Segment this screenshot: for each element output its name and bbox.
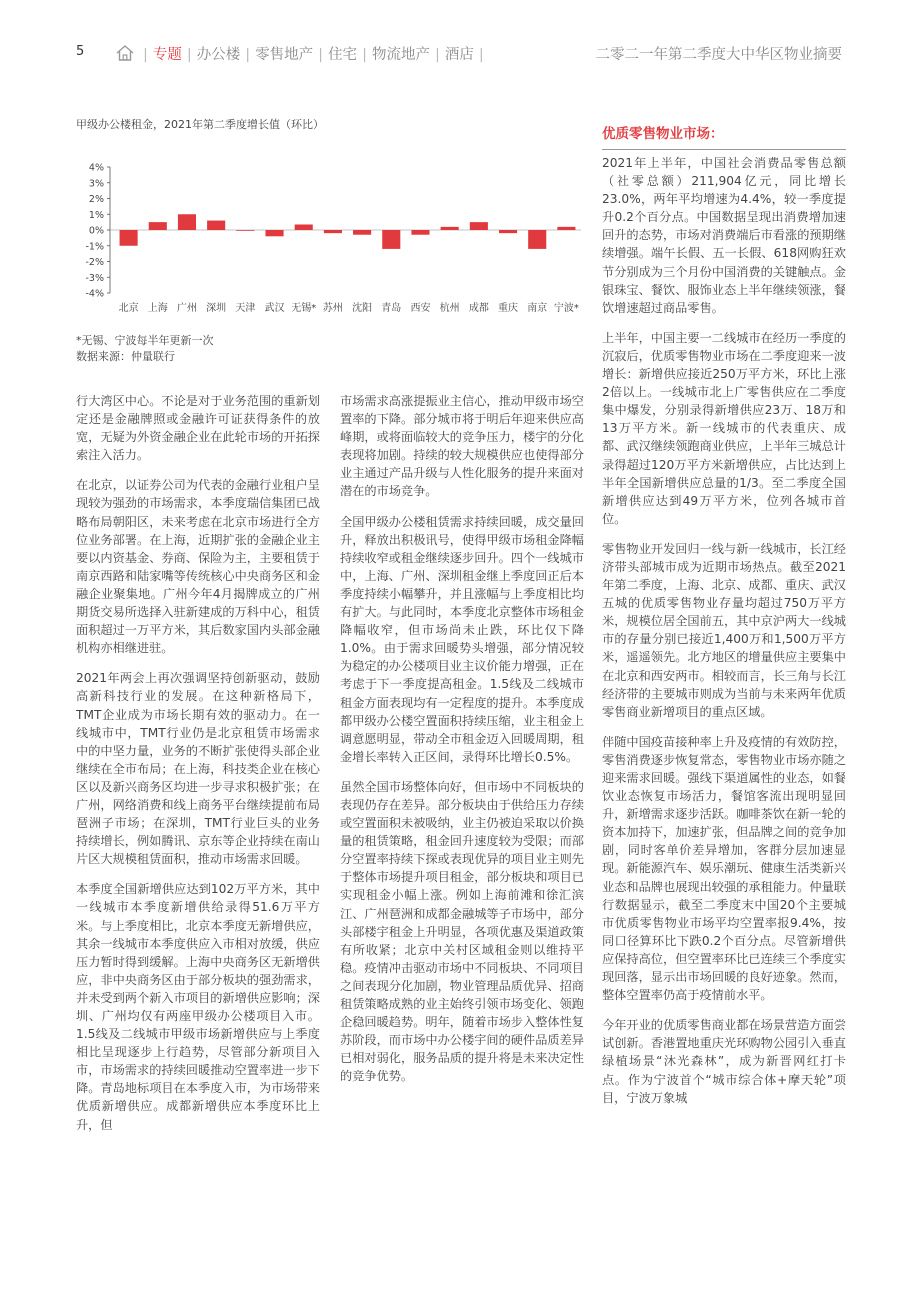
- x-tick-label: 宁波*: [553, 303, 579, 314]
- bar-沈阳: [353, 230, 371, 235]
- x-tick-label: 苏州: [322, 303, 343, 314]
- bar-成都: [470, 222, 488, 230]
- bar-宁波: [557, 227, 575, 230]
- x-tick-label: 成都: [468, 303, 489, 314]
- section-title-retail: 优质零售物业市场：: [602, 126, 724, 142]
- bar-苏州: [324, 230, 342, 233]
- page-number: 5: [76, 44, 85, 59]
- x-tick-label: 南京: [527, 303, 548, 314]
- y-tick-label: 0%: [88, 225, 104, 237]
- bar-上海: [149, 222, 167, 230]
- rent-growth-bar-chart: [76, 155, 586, 320]
- chart-notes: [76, 333, 214, 365]
- x-tick-label: 无锡*: [291, 303, 317, 314]
- page-header: [0, 0, 920, 63]
- x-tick-label: 广州: [176, 303, 197, 314]
- bar-杭州: [441, 227, 459, 230]
- bar-天津: [236, 230, 254, 231]
- y-tick-label: -1%: [85, 241, 104, 253]
- y-tick-label: -2%: [85, 257, 104, 268]
- x-tick-label: 重庆: [498, 303, 519, 314]
- x-tick-label: 沈阳: [352, 303, 373, 314]
- paragraph: 今年开业的优质零售商业都在场景营造方面尝试创新。香港置地重庆光环购物公园引入垂直绿植场景“沐光森林”，成为新晋网红打卡点。作为宁波首个“城市综合体+摩天轮”项目，宁波万象城: [602, 1018, 846, 1105]
- nav-item-special[interactable]: 专题: [152, 47, 182, 63]
- x-tick-label: 武汉: [264, 303, 285, 314]
- home-icon[interactable]: [116, 45, 134, 61]
- paragraph: 行大湾区中心。不论是对于业务范围的重新划定还是金融牌照或金融许可证获得条件的放宽，无疑为外资金融企业在此轮市场的开拓探索注入活力。: [76, 394, 320, 463]
- bar-武汉: [265, 230, 283, 236]
- y-tick-label: -4%: [85, 288, 104, 300]
- nav-item-logistics[interactable]: 物流地产: [371, 47, 430, 63]
- paragraph: 在北京，以证券公司为代表的金融行业租户呈现较为强劲的市场需求，本季度瑞信集团已战略布局朝阳区，未来考虑在北京市场进行全方位业务部署。在上海，近期扩张的金融企业主要以内资基金、券商、保险为主，主要租赁于南京西路和陆家嘴等传统核心中央商务区和金融企业聚集地。广州今年4月揭牌成立的广州期货交易所选择入驻新建成的万科中心，租赁面积超过一万平方米，其后数家国内头部金融机构亦相继进驻。: [76, 478, 320, 656]
- paragraph: 上半年，中国主要一二线城市在经历一季度的沉寂后，优质零售物业市场在二季度迎来一波增长：新增供应接近250万平方米，环比上涨2倍以上。一线城市北上广零售供应在二季度集中爆发，分别录得新增供应23万、18万和13万平方米。新一线城市的代表重庆、成都、武汉继续领跑商业供应，上半年三城总计录得超过120万平方米新增供应，占比达到上半年全国新增供应总量的1/3。至二季度全国新增供应达到49万平方米，位列各城市首位。: [602, 330, 846, 526]
- x-tick-label: 青岛: [381, 303, 402, 314]
- nav-item-retail[interactable]: 零售地产: [255, 47, 314, 63]
- bar-无锡: [295, 224, 313, 230]
- paragraph: 伴随中国疫苗接种率上升及疫情的有效防控，零售消费逐步恢复常态，零售物业市场亦随之迎来需求回暖。强线下渠道属性的业态，如餐饮业态恢复市场活力，餐馆客流出现明显回升，新增需求逐步活跃。咖啡茶饮在新一轮的资本加持下，加速扩张，但品牌之间的竞争加剧，同时客单价差异增加，客群分层加速显现。新能源汽车、娱乐潮玩、健康生活类新兴业态和品牌也展现出较强的承租能力。仲量联行数据显示，截至二季度末中国20个主要城市优质零售物业市场平均空置率报9.4%，按同口径算环比下跌0.2个百分点。尽管新增供应保持高位，但空置率环比已连续三个季度实现回落，显示出市场回暖的良好迹象。然而，整体空置率仍高于疫情前水平。: [602, 734, 846, 1003]
- paragraph: 零售物业开发回归一线与新一线城市，长江经济带头部城市成为近期市场热点。截至2021年第二季度，上海、北京、成都、重庆、武汉五城的优质零售物业存量均超过750万平方米，规模位居全国前五，其中京沪两大一线城市的存量分别已接近1,400万和1,500万平方米，遥遥领先。北方地区的增量供应主要集中在北京和西安两市。相较而言，长三角与长江经济带的主要城市则成为当前与未来两年优质零售商业新增项目的重点区域。: [602, 541, 846, 719]
- paragraph: 本季度全国新增供应达到102万平方米，其中一线城市本季度新增供给录得51.6万平方米。与上季度相比，北京本季度无新增供应，其余一线城市本季度供应入市相对放缓，供应压力暂时得到缓解。上海中央商务区无新增供应，非中央商务区由于部分板块的强劲需求，并未受到两个新入市项目的新增供应影响；深圳、广州均仅有两座甲级办公楼项目入市。1.5线及二线城市甲级市场新增供应与上季度相比呈现逐步上行趋势，尽管部分新项目入市，市场需求的持续回暖推动空置率进一步下降。青岛地标项目在本季度入市，为市场带来优质新增供应。成都新增供应本季度环比上升，但: [76, 882, 320, 1132]
- bar-北京: [120, 230, 138, 246]
- document-title: 二零二一年第二季度大中华区物业摘要: [595, 47, 842, 63]
- bar-广州: [178, 214, 196, 230]
- x-tick-label: 上海: [147, 303, 168, 314]
- chart-footnote: *无锡、宁波每半年更新一次: [76, 334, 214, 347]
- paragraph: 2021年两会上再次强调坚持创新驱动，鼓励高新科技行业的发展。在这种新格局下，TMT企业成为市场长期有效的驱动力。在一线城市中，TMT行业仍是北京租赁市场需求中的中坚力量，业务的不断扩张使得头部企业继续在全市布局；在上海，科技类企业在核心区以及新兴商务区均进一步寻求积极扩张；在广州，网络消费和线上商务平台继续提前布局琶洲子市场；在深圳，TMT行业巨头的业务持续增长，例如腾讯、京东等企业持续在南山片区大规模租赁面积，推动市场需求回暖。: [76, 671, 320, 867]
- y-tick-label: 1%: [88, 209, 104, 221]
- bar-深圳: [207, 221, 225, 230]
- x-tick-label: 深圳: [206, 303, 227, 314]
- text-column-3: [602, 125, 846, 1119]
- paragraph: 2021年上半年，中国社会消费品零售总额（社零总额）211,904亿元，同比增长23.0%，两年平均增速为4.4%，较一季度提升0.2个百分点。中国数据呈现出消费增加速回升的态势，市场对消费端后市看涨的预期继续增强。端午长假、五一长假、618网购狂欢节分别成为三个月份中国消费的关键触点。金银珠宝、餐饮、服饰业态上半年继续领涨，餐饮增速超过商品零售。: [602, 149, 846, 317]
- nav-item-hotel[interactable]: 酒店: [444, 47, 474, 63]
- x-tick-label: 西安: [410, 303, 431, 314]
- x-tick-label: 天津: [235, 303, 256, 314]
- bar-青岛: [382, 230, 400, 249]
- chart-source: 数据来源：仲量联行: [76, 350, 175, 363]
- nav-item-office[interactable]: 办公楼: [196, 47, 241, 63]
- bar-南京: [528, 230, 546, 249]
- chart-title: 甲级办公楼租金，2021年第二季度增长值（环比）: [76, 118, 324, 131]
- x-tick-label: 北京: [118, 303, 139, 314]
- text-column-2: [340, 392, 584, 1097]
- y-tick-label: 3%: [88, 178, 104, 190]
- bar-西安: [411, 230, 429, 235]
- y-tick-label: 2%: [88, 194, 104, 205]
- text-column-1: [76, 392, 320, 1146]
- bar-重庆: [499, 230, 517, 233]
- y-tick-label: -3%: [85, 272, 104, 284]
- paragraph: 市场需求高涨提振业主信心，推动甲级市场空置率的下降。部分城市将于明后年迎来供应高峰期，或将面临较大的竞争压力，楼宇的分化表现将加剧。持续的较大规模供应也使得部分业主通过产品升级与人性化服务的提升来面对潜在的市场竞争。: [340, 394, 584, 499]
- paragraph: 全国甲级办公楼租赁需求持续回暖，成交量回升，释放出积极讯号，使得甲级市场租金降幅持续收窄或租金继续逐步回升。四个一线城市中，上海、广州、深圳租金继上季度回正后本季度持续小幅攀升，并且涨幅与上季度相比均有扩大。与此同时，本季度北京整体市场租金降幅收窄，但市场尚未止跌，环比仅下降1.0%。由于需求回暖势头增强，部分情况较为稳定的办公楼项目业主议价能力增强，正在考虑于下一季度提高租金。1.5线及二线城市租金方面表现均有一定程度的提升。本季度成都甲级办公楼空置面积持续压缩，业主租金上调意愿明显，带动全市租金迈入回暖周期，租金增长率转入正区间，录得环比增长0.5%。: [340, 514, 584, 764]
- y-tick-label: 4%: [88, 162, 104, 174]
- paragraph: 虽然全国市场整体向好，但市场中不同板块的表现仍存在差异。部分板块由于供给压力存续或空置面积未被吸纳，业主仍被迫采取以价换量的租赁策略，租金回升速度较为受限；而部分空置率持续下探或表现优异的项目业主则先于整体市场提升项目租金，部分板块和项目已实现租金小幅上涨。例如上海前滩和徐汇滨江、广州琶洲和成都金融城等子市场中，部分头部楼宇租金上升明显，各项优惠及渠道政策有所收紧；北京中关村区域租金则以维持平稳。疫情冲击驱动市场中不同板块、不同项目之间表现分化加剧，物业管理品质优异、招商租赁策略成熟的业主始终引领市场变化、领跑企稳回暖趋势。明年，随着市场步入整体性复苏阶段，而市场中办公楼宇间的硬件品质差异已相对弱化，服务品质的提升将是未来决定性的竞争优势。: [340, 779, 584, 1084]
- section-nav: | 专题 | 办公楼 | 零售地产 | 住宅 | 物流地产 | 酒店 |: [143, 47, 484, 63]
- x-tick-label: 杭州: [439, 303, 460, 314]
- nav-item-residential[interactable]: 住宅: [328, 47, 358, 63]
